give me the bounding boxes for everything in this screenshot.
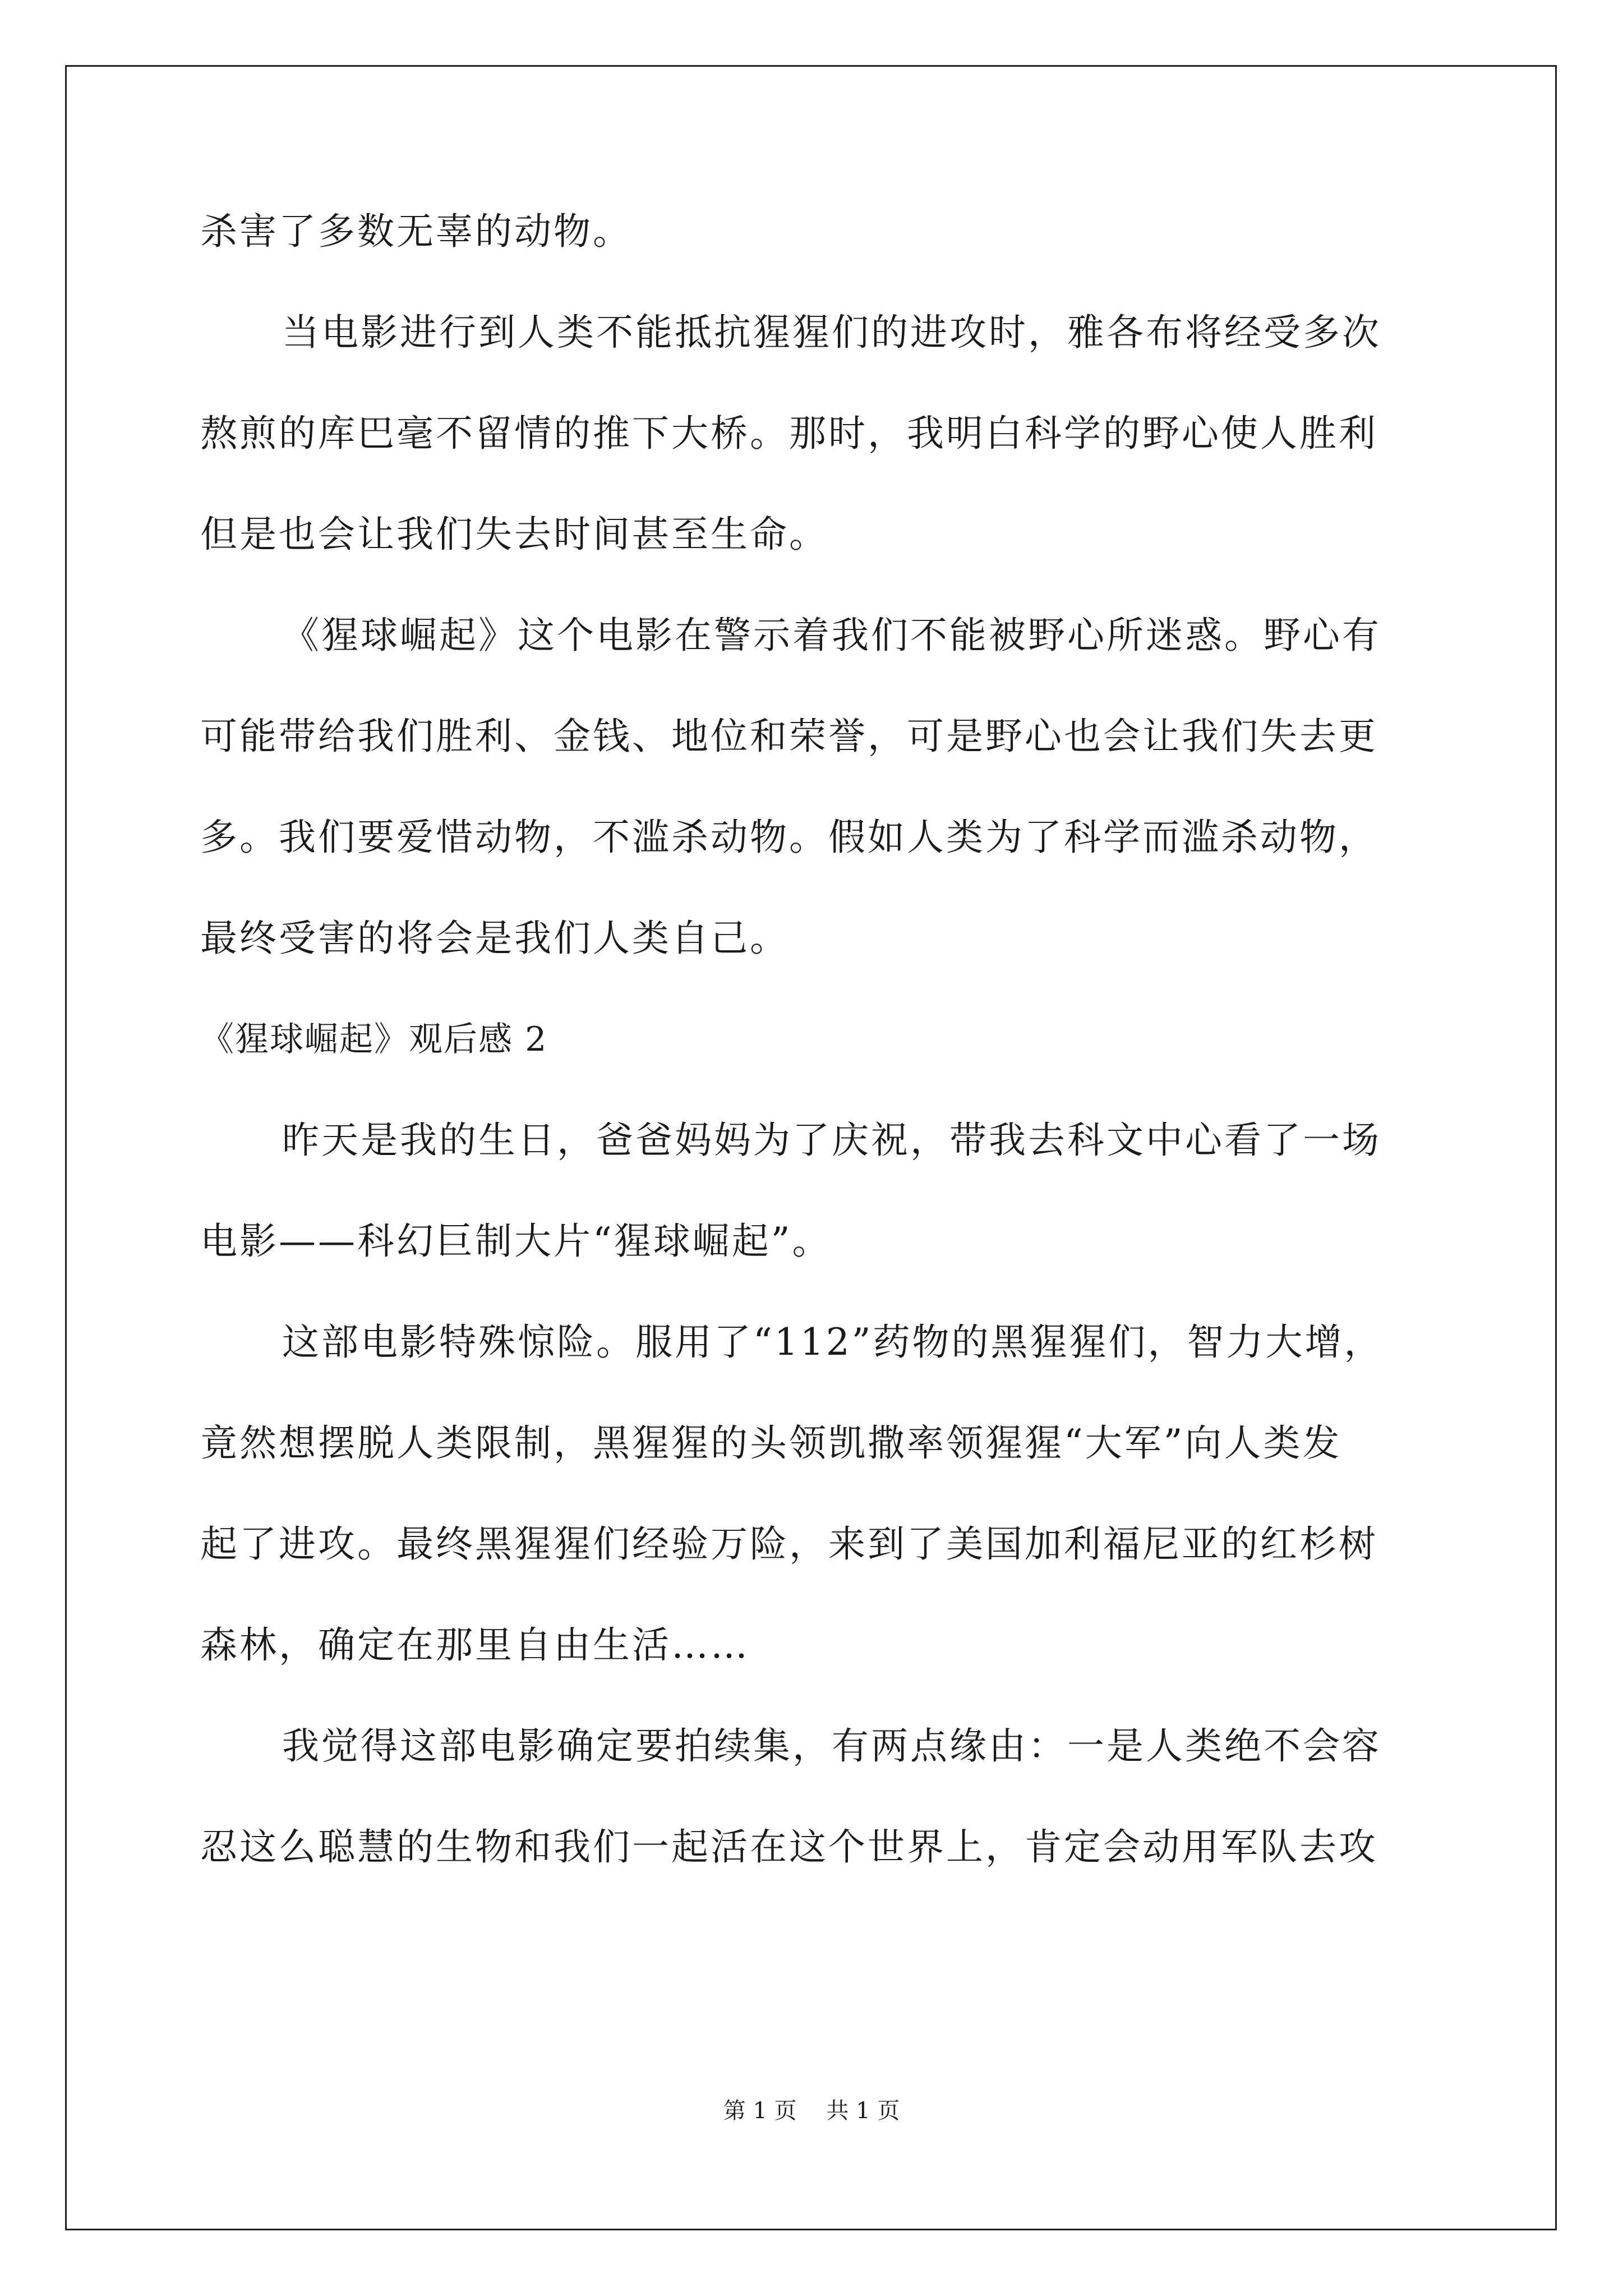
section-heading: 《猩球崛起》观后感 2 [200, 1020, 548, 1059]
text-line: 起了进攻。最终黑猩猩们经验万险，来到了美国加利福尼亚的红杉树 [200, 1522, 1378, 1566]
text-line: 可能带给我们胜利、金钱、地位和荣誉，可是野心也会让我们失去更 [200, 715, 1378, 758]
paragraph-start: 《猩球崛起》这个电影在警示着我们不能被野心所迷惑。野心有 [282, 614, 1381, 657]
text-line: 最终受害的将会是我们人类自己。 [200, 917, 789, 960]
paragraph-start: 这部电影特殊惊险。服用了“112”药物的黑猩猩们，智力大增， [282, 1320, 1384, 1364]
paragraph-start: 昨天是我的生日，爸爸妈妈为了庆祝，带我去科文中心看了一场 [282, 1119, 1381, 1162]
text-line: 多。我们要爱惜动物，不滥杀动物。假如人类为了科学而滥杀动物， [200, 816, 1378, 859]
text-line: 杀害了多数无辜的动物。 [200, 210, 632, 253]
paragraph-start: 我觉得这部电影确定要拍续集，有两点缘由：一是人类绝不会容 [282, 1724, 1381, 1768]
text-line: 竟然想摆脱人类限制，黑猩猩的头领凯撒率领猩猩“大军”向人类发 [200, 1421, 1342, 1465]
page-footer [0, 2094, 1623, 2128]
text-line: 忍这么聪慧的生物和我们一起活在这个世界上，肯定会动用军队去攻 [200, 1825, 1378, 1869]
page-total: 共 1 页 [826, 2098, 900, 2124]
text-line: 熬煎的库巴毫不留情的推下大桥。那时，我明白科学的野心使人胜利 [200, 412, 1378, 455]
text-line: 电影——科幻巨制大片“猩球崛起”。 [200, 1220, 832, 1263]
page-number: 第 1 页 [723, 2098, 797, 2124]
text-line: 森林，确定在那里自由生活…… [200, 1623, 750, 1667]
paragraph-start: 当电影进行到人类不能抵抗猩猩们的进攻时，雅各布将经受多次 [282, 311, 1381, 354]
text-line: 但是也会让我们失去时间甚至生命。 [200, 513, 828, 556]
